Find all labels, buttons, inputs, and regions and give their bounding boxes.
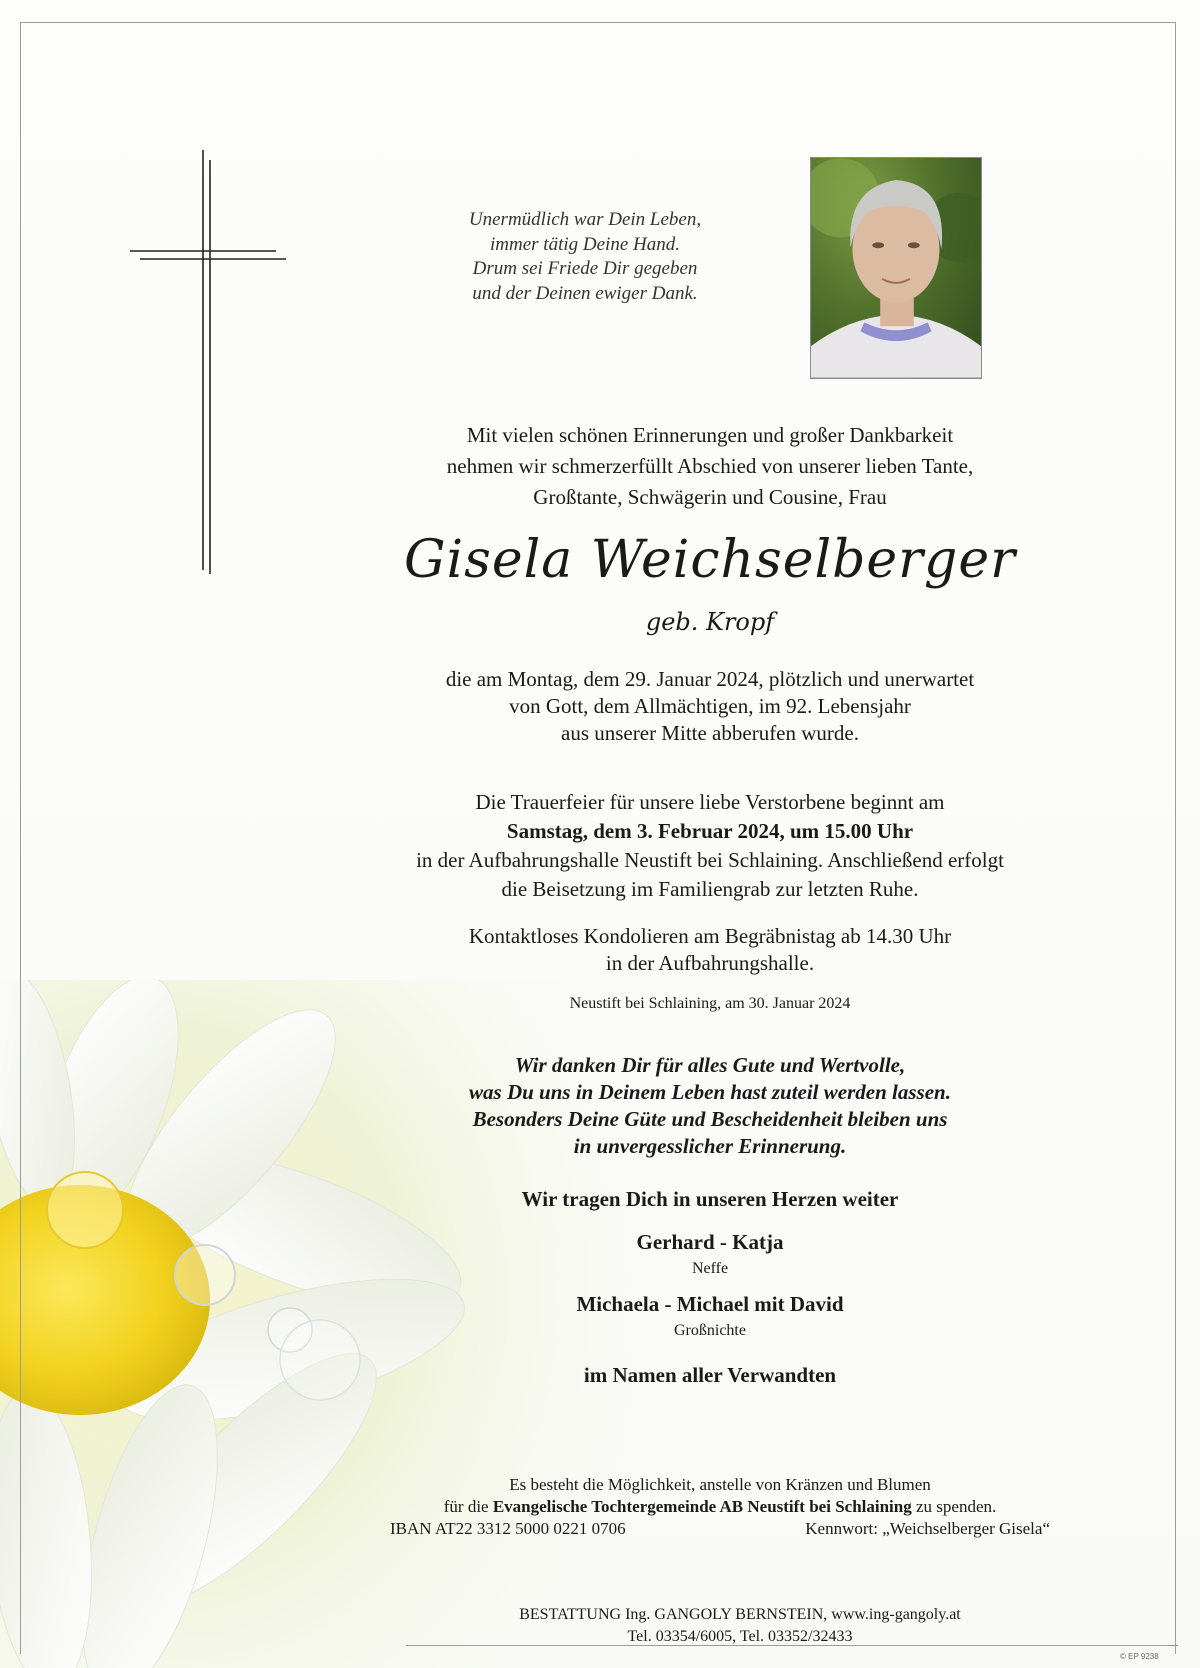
death-line: aus unserer Mitte abberufen wurde. [561, 721, 859, 745]
poem-line: und der Deinen ewiger Dank. [472, 282, 698, 304]
condolence-line: in der Aufbahrungshalle. [605, 951, 815, 975]
intro-line: Großtante, Schwägerin und Cousine, Frau [533, 485, 887, 509]
mourners-heading: Wir tragen Dich in unseren Herzen weiter [521, 1187, 899, 1211]
poem-line: Drum sei Friede Dir gegeben [472, 258, 698, 279]
mourner-role: Neffe [691, 1260, 729, 1277]
undertaker-line: Tel. 03354/6005, Tel. 03352/32433 [627, 1628, 853, 1645]
birth-name: geb. Kropf [645, 608, 775, 636]
portrait-photo [810, 157, 982, 379]
farewell-intro [360, 420, 1060, 513]
donation-notice [340, 1474, 1100, 1540]
thanks-verse [380, 1052, 1040, 1160]
donation-recipient: Evangelische Tochtergemeinde AB Neustift bei Schlaining [492, 1497, 912, 1516]
donation-suffix: zu spenden. [915, 1497, 997, 1516]
thanks-line: Wir danken Dir für alles Gute und Wertvolle, [514, 1053, 906, 1077]
death-line: die am Montag, dem 29. Januar 2024, plötzlich und unerwartet [445, 667, 975, 691]
intro-line: Mit vielen schönen Erinnerungen und großer Dankbarkeit [466, 423, 954, 447]
mourner-names: Gerhard - Katja [636, 1230, 784, 1254]
death-notice [340, 666, 1080, 747]
funeral-line: Die Trauerfeier für unsere liebe Verstorbene beginnt am [475, 790, 945, 814]
donation-keyword: Kennwort: „Weichselberger Gisela“ [805, 1519, 1050, 1538]
undertaker-info [380, 1604, 1100, 1648]
donation-line [340, 1496, 1100, 1518]
funeral-line: in der Aufbahrungshalle Neustift bei Schlaining. Anschließend erfolgt [416, 848, 1004, 872]
mourner-names: Michaela - Michael mit David [576, 1292, 844, 1316]
memorial-poem [440, 208, 730, 306]
death-line: von Gott, dem Allmächtigen, im 92. Lebensjahr [509, 694, 911, 718]
thanks-line: was Du uns in Deinem Leben hast zuteil werden lassen. [469, 1080, 951, 1104]
funeral-date: Samstag, dem 3. Februar 2024, um 15.00 Uhr [506, 819, 914, 843]
mourner-role: Großnichte [674, 1322, 746, 1339]
undertaker-line: BESTATTUNG Ing. GANGOLY BERNSTEIN, www.ing-gangoly.at [519, 1606, 961, 1623]
mourners-closing: im Namen aller Verwandten [583, 1363, 837, 1387]
donation-prefix: für die [443, 1497, 489, 1516]
bank-details [390, 1518, 1050, 1540]
poem-line: Unermüdlich war Dein Leben, [468, 209, 702, 230]
deceased-name: Gisela Weichselberger [404, 530, 1016, 590]
donation-line: Es besteht die Möglichkeit, anstelle von Kränzen und Blumen [509, 1475, 931, 1494]
thanks-line: Besonders Deine Güte und Bescheidenheit bleiben uns [472, 1107, 948, 1131]
thanks-line: in unvergesslicher Erinnerung. [573, 1134, 847, 1158]
iban: IBAN AT22 3312 5000 0221 0706 [390, 1519, 626, 1538]
condolence-line: Kontaktloses Kondolieren am Begräbnistag ab 14.30 Uhr [468, 924, 952, 948]
print-code: © EP 9238 [1120, 1652, 1159, 1661]
funeral-line: die Beisetzung im Familiengrab zur letzten Ruhe. [501, 877, 919, 901]
funeral-details [340, 788, 1080, 904]
place-date: Neustift bei Schlaining, am 30. Januar 2024 [569, 995, 851, 1012]
cross-icon [130, 150, 286, 574]
condolence-info [340, 923, 1080, 977]
intro-line: nehmen wir schmerzerfüllt Abschied von unserer lieben Tante, [446, 454, 974, 478]
poem-line: immer tätig Deine Hand. [490, 233, 680, 255]
